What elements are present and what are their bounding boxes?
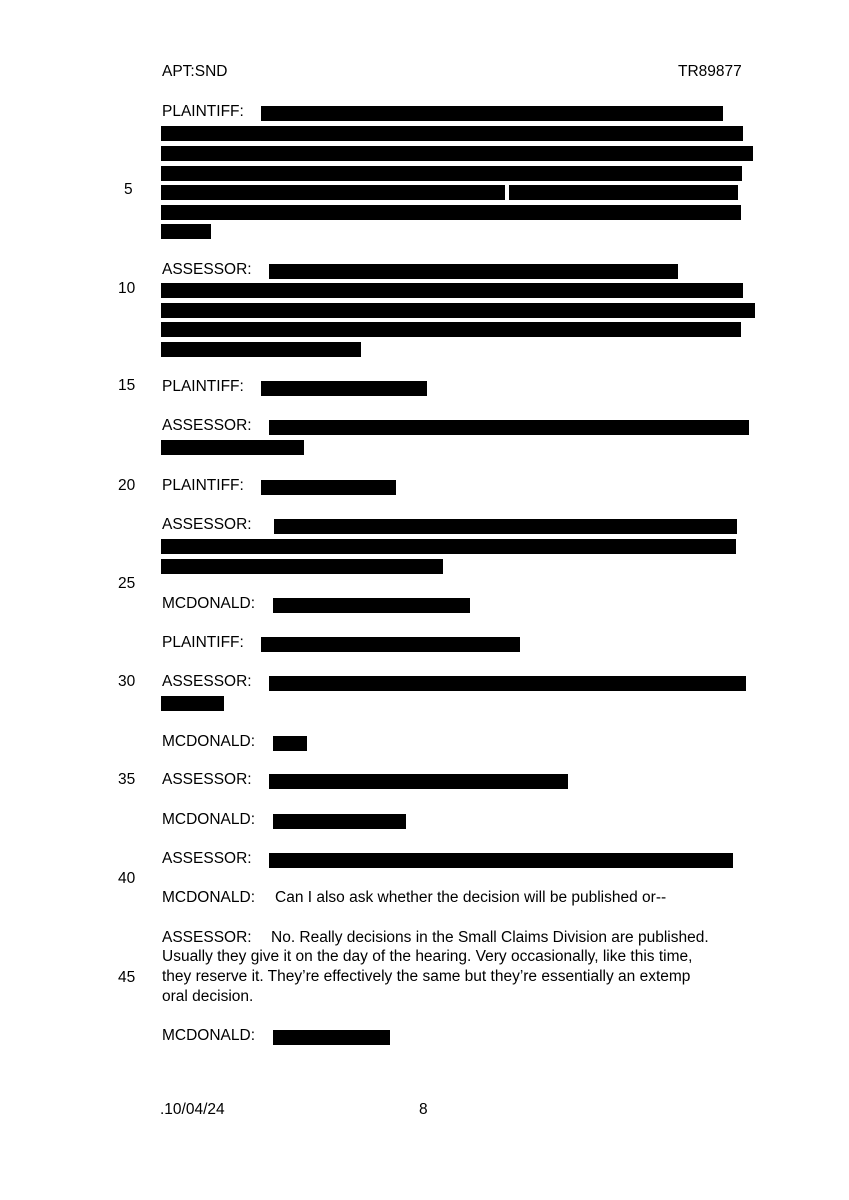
redaction-bar	[269, 676, 746, 691]
redaction-bar	[261, 381, 427, 396]
redaction-bar	[269, 774, 568, 789]
speaker-label: ASSESSOR:	[162, 261, 252, 278]
document-code-left: APT:SND	[162, 63, 228, 80]
redaction-bar	[273, 814, 406, 829]
speaker-label: MCDONALD:	[162, 811, 256, 828]
redaction-bar	[161, 224, 211, 239]
redaction-bar	[269, 853, 733, 868]
speaker-label: ASSESSOR:	[162, 929, 252, 946]
redaction-bar	[161, 322, 741, 337]
line-number: 25	[118, 575, 136, 592]
line-number: 10	[118, 280, 136, 297]
line-number: 40	[118, 870, 136, 887]
redaction-bar	[161, 126, 743, 141]
redaction-bar	[261, 106, 723, 121]
redaction-bar	[273, 598, 470, 613]
speaker-label: ASSESSOR:	[162, 673, 252, 690]
redaction-bar	[269, 420, 749, 435]
speaker-label: MCDONALD:	[162, 1027, 256, 1044]
redaction-bar	[161, 559, 443, 574]
speaker-label: ASSESSOR:	[162, 771, 252, 788]
transcript-text: oral decision.	[162, 988, 254, 1005]
line-number: 15	[118, 377, 136, 394]
redaction-bar	[161, 539, 736, 554]
redaction-bar	[274, 519, 737, 534]
speaker-label: MCDONALD:	[162, 889, 256, 906]
footer-date: .10/04/24	[160, 1101, 225, 1118]
speaker-label: PLAINTIFF:	[162, 634, 244, 651]
redaction-bar	[273, 736, 307, 751]
redaction-bar	[161, 283, 743, 298]
transcript-text: Can I also ask whether the decision will be published or--	[275, 889, 667, 906]
redaction-bar	[161, 303, 755, 318]
line-number: 5	[124, 181, 133, 198]
redaction-bar	[509, 185, 738, 200]
redaction-bar	[269, 264, 678, 279]
speaker-label: ASSESSOR:	[162, 417, 252, 434]
line-number: 35	[118, 771, 136, 788]
redaction-bar	[261, 480, 396, 495]
redaction-bar	[161, 440, 304, 455]
speaker-label: MCDONALD:	[162, 733, 256, 750]
speaker-label: MCDONALD:	[162, 595, 256, 612]
speaker-label: PLAINTIFF:	[162, 477, 244, 494]
transcript-text: No. Really decisions in the Small Claims Division are published.	[271, 929, 709, 946]
line-number: 30	[118, 673, 136, 690]
speaker-label: ASSESSOR:	[162, 516, 252, 533]
transcript-text: Usually they give it on the day of the hearing. Very occasionally, like this time,	[162, 948, 693, 965]
redaction-bar	[161, 185, 505, 200]
page-number: 8	[419, 1101, 428, 1118]
redaction-bar	[161, 166, 742, 181]
transcript-text: they reserve it. They’re effectively the same but they’re essentially an extemp	[162, 968, 691, 985]
speaker-label: PLAINTIFF:	[162, 103, 244, 120]
speaker-label: PLAINTIFF:	[162, 378, 244, 395]
redaction-bar	[261, 637, 520, 652]
document-code-right: TR89877	[678, 63, 742, 80]
redaction-bar	[161, 696, 224, 711]
speaker-label: ASSESSOR:	[162, 850, 252, 867]
line-number: 20	[118, 477, 136, 494]
redaction-bar	[161, 146, 753, 161]
redaction-bar	[161, 205, 741, 220]
redaction-bar	[273, 1030, 390, 1045]
redaction-bar	[161, 342, 361, 357]
line-number: 45	[118, 969, 136, 986]
